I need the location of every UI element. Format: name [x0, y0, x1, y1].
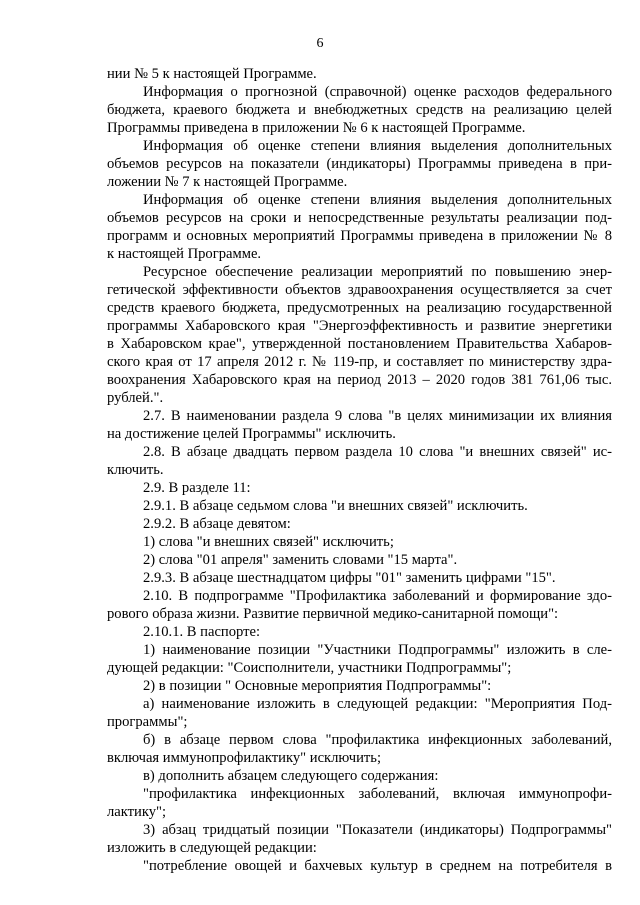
- text-line: ложении № 7 к настоящей Программе.: [107, 174, 348, 190]
- text-line: объемов ресурсов на сроки и непосредственные результаты реализации под-: [107, 210, 612, 226]
- text-line: 2.8. В абзаце двадцать первом раздела 10 слова "и внешних связей" ис-: [143, 444, 612, 460]
- text-line: в Хабаровском крае", утвержденной постановлением Правительства Хабаров-: [107, 336, 612, 352]
- text-line: 1) слова "и внешних связей" исключить;: [143, 534, 394, 550]
- text-line: программы Хабаровского края "Энергоэффективность и развитие энергетики: [107, 318, 612, 334]
- text-line: ключить.: [107, 462, 164, 478]
- text-line: лактику";: [107, 804, 167, 820]
- text-line: 2.7. В наименовании раздела 9 слова "в целях минимизации их влияния: [143, 408, 612, 424]
- text-line: программы";: [107, 714, 188, 730]
- text-line: к настоящей Программе.: [107, 246, 262, 262]
- text-line: нии № 5 к настоящей Программе.: [107, 66, 317, 82]
- text-line: воохранения Хабаровского края на период 2013 – 2020 годов 381 761,06 тыс.: [107, 372, 612, 388]
- text-line: включая иммунопрофилактику" исключить;: [107, 750, 382, 766]
- text-line: а) наименование изложить в следующей редакции: "Мероприятия Под-: [143, 696, 612, 712]
- text-line: средств краевого бюджета, предусмотренных на реализацию государственной: [107, 300, 612, 316]
- text-line: Ресурсное обеспечение реализации мероприятий по повышению энер-: [143, 264, 612, 280]
- text-line: "потребление овощей и бахчевых культур в среднем на потребителя в: [143, 858, 612, 874]
- text-line: рублей.".: [107, 390, 164, 406]
- text-line: Информация об оценке степени влияния выделения дополнительных: [143, 192, 612, 208]
- text-line: объемов ресурсов на показатели (индикаторы) Программы приведена в при-: [107, 156, 612, 172]
- text-line: 2.9.2. В абзаце девятом:: [143, 516, 291, 532]
- text-line: Информация об оценке степени влияния выделения дополнительных: [143, 138, 612, 154]
- text-line: 2.9.1. В абзаце седьмом слова "и внешних связей" исключить.: [143, 498, 528, 514]
- text-line: б) в абзаце первом слова "профилактика инфекционных заболеваний,: [143, 732, 612, 748]
- text-line: в) дополнить абзацем следующего содержания:: [143, 768, 439, 784]
- text-line: "профилактика инфекционных заболеваний, включая иммунопрофи-: [143, 786, 612, 802]
- text-line: 2.10.1. В паспорте:: [143, 624, 261, 640]
- text-line: бюджета, краевого бюджета и внебюджетных средств на реализацию целей: [107, 102, 612, 118]
- text-line: 2.9. В разделе 11:: [143, 480, 251, 496]
- text-line: 3) абзац тридцатый позиции "Показатели (индикаторы) Подпрограммы": [143, 822, 612, 838]
- text-line: 2.9.3. В абзаце шестнадцатом цифры "01" заменить цифрами "15".: [143, 570, 556, 586]
- text-line: гетической эффективности объектов здравоохранения осуществляется за счет: [107, 282, 612, 298]
- text-line: 2) слова "01 апреля" заменить словами "15 марта".: [143, 552, 458, 568]
- text-line: на достижение целей Программы" исключить.: [107, 426, 396, 442]
- text-line: 2) в позиции " Основные мероприятия Подпрограммы":: [143, 678, 492, 694]
- text-line: 1) наименование позиции "Участники Подпрограммы" изложить в сле-: [143, 642, 612, 658]
- text-line: дующей редакции: "Соисполнители, участники Подпрограммы";: [107, 660, 512, 676]
- text-line: программ и основных мероприятий Программы приведена в приложении № 8: [107, 228, 612, 244]
- text-line: рового образа жизни. Развитие первичной медико-санитарной помощи":: [107, 606, 559, 622]
- document-body: [107, 65, 612, 875]
- text-line: Информация о прогнозной (справочной) оценке расходов федерального: [143, 84, 612, 100]
- text-line: изложить в следующей редакции:: [107, 840, 317, 856]
- text-line: ского края от 17 апреля 2012 г. № 119-пр, и составляет по министерству здра-: [107, 354, 612, 370]
- text-line: Программы приведена в приложении № 6 к настоящей Программе.: [107, 120, 526, 136]
- text-line: 2.10. В подпрограмме "Профилактика заболеваний и формирование здо-: [143, 588, 612, 604]
- page-number: 6: [316, 36, 324, 51]
